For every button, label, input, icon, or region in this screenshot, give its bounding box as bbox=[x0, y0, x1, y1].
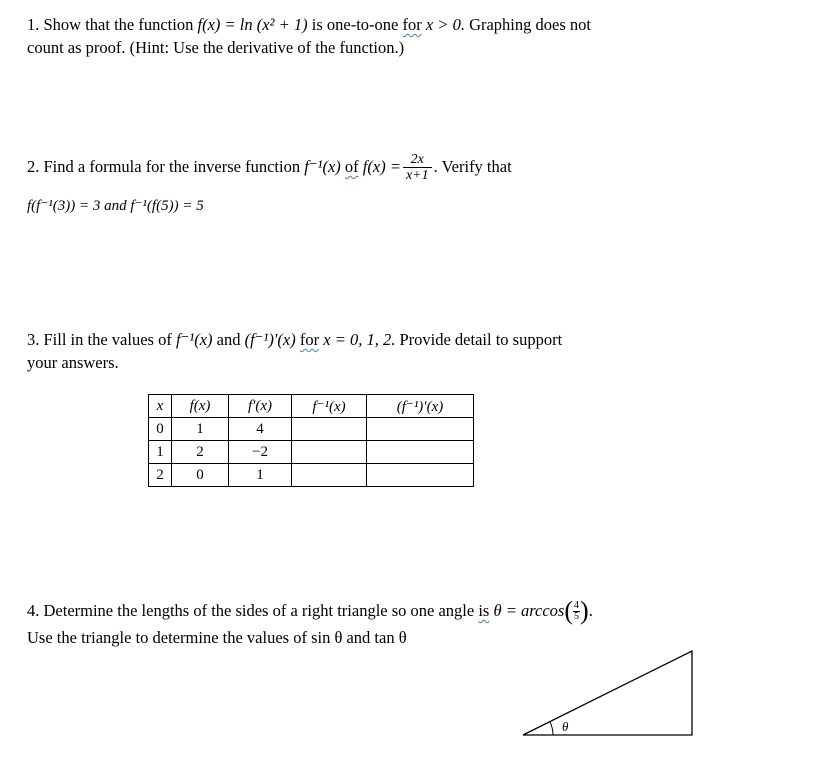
table-header: f′(x) bbox=[229, 395, 292, 418]
table-cell: 2 bbox=[149, 464, 172, 487]
table-cell bbox=[292, 418, 367, 441]
p2-suffix: . Verify that bbox=[433, 157, 512, 176]
problem-2-line-1 bbox=[27, 152, 512, 182]
table-cell: 2 bbox=[172, 441, 229, 464]
table-cell: 1 bbox=[229, 464, 292, 487]
table-cell bbox=[367, 418, 474, 441]
p2-finv: f⁻¹(x) bbox=[304, 157, 341, 176]
problem-2-verify: f(f⁻¹(3)) = 3 and f⁻¹(f(5)) = 5 bbox=[27, 198, 204, 214]
p2-fraction bbox=[403, 152, 432, 183]
table-row bbox=[149, 418, 474, 441]
table-cell bbox=[292, 464, 367, 487]
problem-1-line-1 bbox=[27, 15, 591, 35]
p4-is-word: is bbox=[478, 601, 490, 620]
table-cell bbox=[292, 441, 367, 464]
theta-label: θ bbox=[562, 719, 569, 734]
p4-prefix: 4. Determine the lengths of the sides of a right triangle so one angle bbox=[27, 601, 475, 620]
angle-arc bbox=[550, 722, 553, 735]
p3-finv: f⁻¹(x) bbox=[175, 330, 213, 349]
table-header: f(x) bbox=[172, 395, 229, 418]
p4-fraction bbox=[573, 601, 580, 622]
p1-mid: is one-to-one bbox=[311, 15, 399, 34]
p1-function: f(x) = ln (x² + 1) bbox=[197, 15, 308, 34]
problem-4-line-2: Use the triangle to determine the values of sin θ and tan θ bbox=[27, 628, 407, 647]
p1-for-word: for bbox=[402, 15, 422, 34]
values-table bbox=[148, 394, 474, 487]
problem-4-line-1 bbox=[27, 596, 593, 626]
p1-prefix: 1. Show that the function bbox=[27, 15, 194, 34]
table-cell: −2 bbox=[229, 441, 292, 464]
p4-end: . bbox=[588, 601, 593, 620]
p3-prefix: 3. Fill in the values of bbox=[27, 330, 172, 349]
table-row bbox=[149, 464, 474, 487]
table-cell bbox=[367, 464, 474, 487]
p2-fx-lhs: f(x) = bbox=[362, 157, 401, 176]
table-cell: 4 bbox=[229, 418, 292, 441]
p2-fraction-den: x+1 bbox=[405, 167, 429, 183]
problem-1-line-2: count as proof. (Hint: Use the derivative of the function.) bbox=[27, 38, 405, 57]
p2-prefix: 2. Find a formula for the inverse function bbox=[27, 157, 301, 176]
right-triangle-diagram bbox=[520, 648, 696, 740]
p1-suffix: Graphing does not bbox=[469, 15, 591, 34]
problem-3-line-2: your answers. bbox=[27, 353, 119, 372]
p2-fraction-num: 2x bbox=[403, 152, 432, 168]
table-header: f⁻¹(x) bbox=[292, 395, 367, 418]
p3-finv-deriv: (f⁻¹)′(x) bbox=[244, 330, 296, 349]
table-cell bbox=[367, 441, 474, 464]
p1-condition: x > 0. bbox=[425, 15, 465, 34]
p3-for-word: for bbox=[299, 330, 320, 349]
p4-right-paren: ) bbox=[580, 596, 589, 625]
table-row bbox=[149, 441, 474, 464]
p4-left-paren: ( bbox=[564, 596, 574, 625]
p3-and: and bbox=[216, 330, 241, 349]
table-header: x bbox=[149, 395, 172, 418]
p4-theta-eq: θ = arccos bbox=[493, 601, 565, 620]
p2-of-word: of bbox=[344, 157, 359, 176]
table-header: (f⁻¹)′(x) bbox=[367, 395, 474, 418]
table-cell: 1 bbox=[172, 418, 229, 441]
triangle-shape bbox=[523, 651, 692, 735]
table-cell: 0 bbox=[172, 464, 229, 487]
p3-suffix: Provide detail to support bbox=[399, 330, 563, 349]
table-cell: 0 bbox=[149, 418, 172, 441]
p3-condition: x = 0, 1, 2. bbox=[323, 330, 396, 349]
table-header-row bbox=[149, 395, 474, 418]
p4-fraction-num: 4 bbox=[574, 599, 580, 611]
table-cell: 1 bbox=[149, 441, 172, 464]
p4-fraction-den: 5 bbox=[574, 610, 580, 622]
problem-3-line-1 bbox=[27, 330, 562, 350]
